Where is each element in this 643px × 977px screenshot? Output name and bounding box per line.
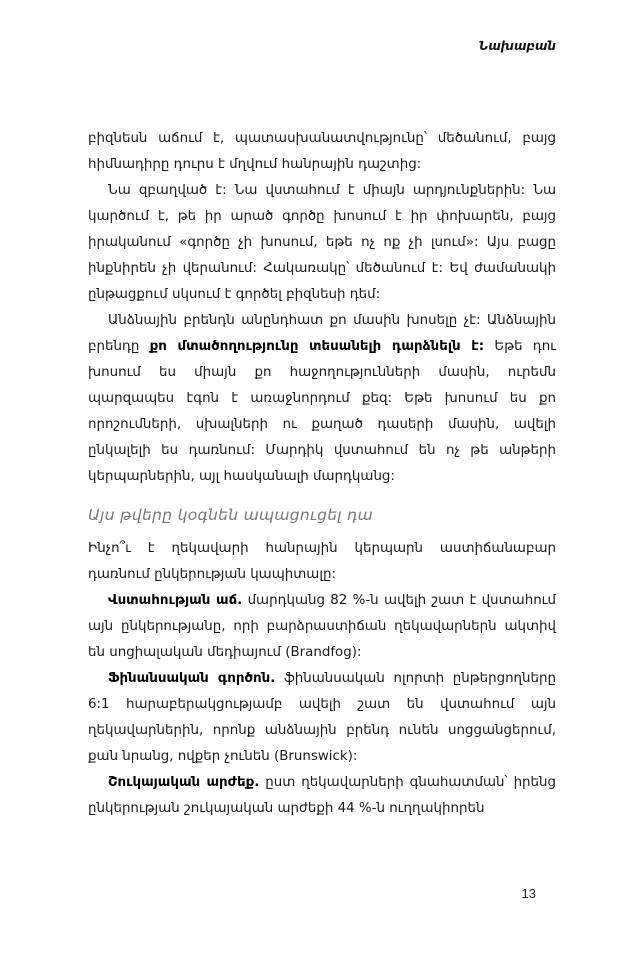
page-number: 13: [521, 886, 536, 901]
stat-text: ֆինանսական ոլորտի ընթերցողները 6:1 հարաբերակցությամբ ավելի շատ են վստահում այն ղեկավարներին, որոնք անձնային բրենդ ունեն սոցցանցերում, քան նրանց, ովքեր չունեն (Brunswick):: [88, 671, 557, 764]
stat-label: Վստահության աճ.: [108, 593, 243, 608]
section-text: [88, 536, 556, 822]
running-header: Նախաբան: [478, 39, 556, 53]
stat-item: [88, 588, 556, 666]
stat-item: [88, 666, 556, 770]
stat-item: [88, 770, 556, 822]
section-lead: Ինչո՞ւ է ղեկավարի հանրային կերպարն աստիճանաբար դառնում ընկերության կապիտալը:: [88, 541, 556, 582]
stat-text: մարդկանց 82 %-ն ավելի շատ է վստահում այն ընկերությանը, որի բարձրաստիճան ղեկավարներն ակտիվ են սոցիալական մեդիայում (Brandfog):: [88, 593, 556, 660]
paragraph-text: Եթե դու խոսում ես միայն քո հաջողությունների մասին, ուրեմն պարզապես էգոն է առաջնորդում քեզ: Եթե խոսում ես քո որոշումների, սխալների ու քաղած դասերի մասին, ավելի ընկալելի ես դառնում: Մարդիկ վստահում են ոչ թե անթերի կերպարներին, այլ հասկանալի մարդկանց:: [88, 339, 556, 484]
stat-text: ըստ ղեկավարների գնահատման՝ իրենց ընկերության շուկայական արժեքի 44 %-ն ուղղակիորեն: [88, 775, 556, 816]
stat-label: Ֆինանսական գործոն.: [108, 671, 276, 686]
paragraph: [88, 308, 556, 490]
emphasis-text: քո մտածողությունը տեսանելի դարձնելն է:: [149, 339, 485, 354]
paragraph: Նա զբաղված է: Նա վստահում է միայն արդյունքներին: Նա կարծում է, թե իր արած գործը խոսում է իր փոխարեն, բայց իրականում «գործը չի խոսում, եթե ոչ ոք չի լսում»: Այս բացը ինքնիրեն չի վերանում: Հակառակը՝ մեծանում է: Եվ ժամանակի ընթացքում սկսում է գործել բիզնեսի դեմ:: [88, 183, 556, 302]
intro-text: [88, 126, 556, 490]
section-heading: Այս թվերը կօգնեն ապացուցել դա: [88, 506, 374, 524]
paragraph-text: Անձնային բրենդն անընդհատ քո մասին խոսելը չէ: Անձնային բրենդը: [88, 313, 556, 354]
paragraph: բիզնեսն աճում է, պատասխանատվությունը՝ մեծանում, բայց հիմնադիրը դուրս է մղվում հանրային դաշտից:: [88, 131, 556, 172]
stat-label: Շուկայական արժեք.: [108, 775, 260, 790]
